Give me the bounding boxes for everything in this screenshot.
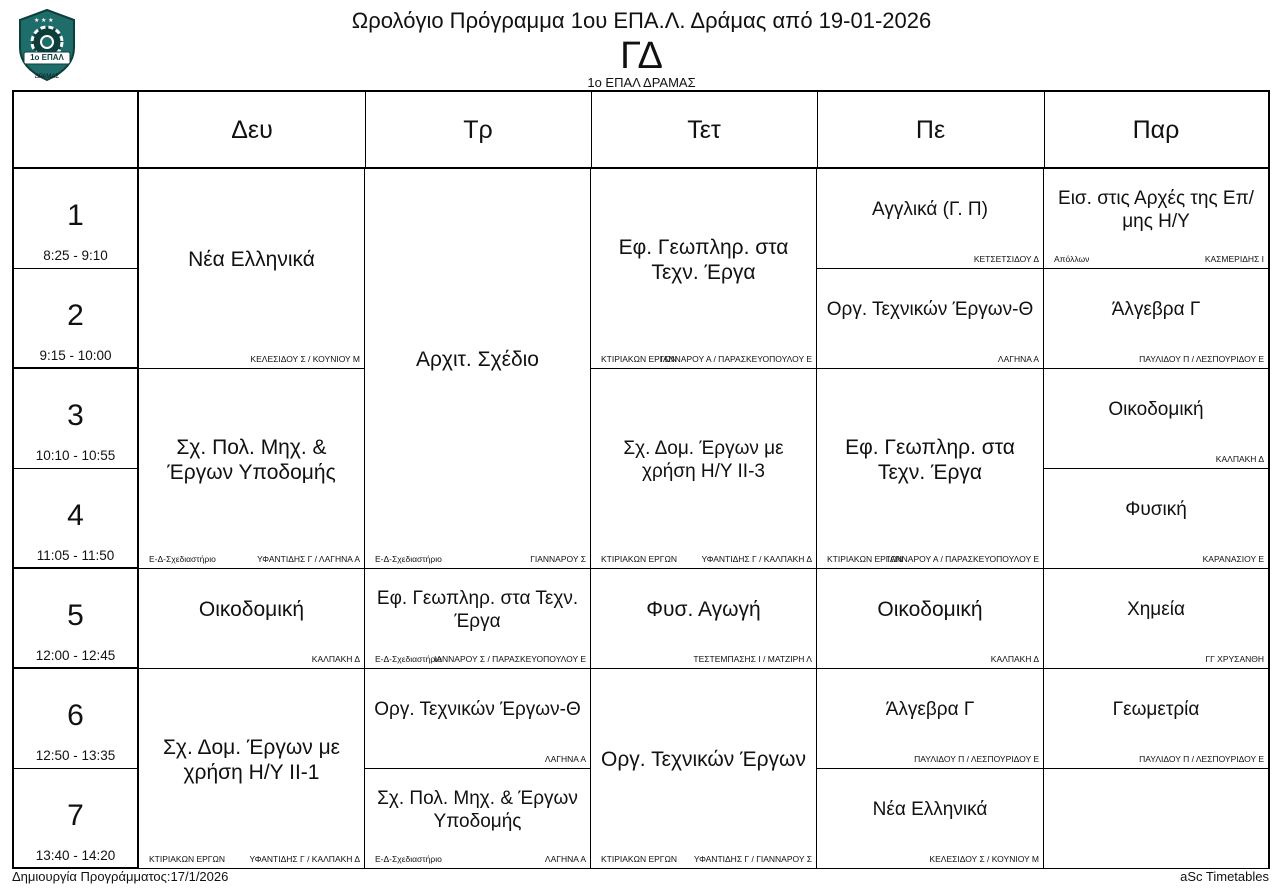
day-divider bbox=[1044, 92, 1045, 169]
lesson-subject: Σχ. Δομ. Έργων με χρήση Η/Υ ΙΙ-3 bbox=[623, 437, 784, 482]
page-title: Ωρολόγιο Πρόγραμμα 1ου ΕΠΑ.Λ. Δράμας από 19-01-2026 bbox=[351, 8, 932, 33]
logo-label: 1ο ΕΠΑΛ bbox=[30, 53, 64, 62]
period-number: 6 bbox=[67, 699, 84, 732]
lesson-cell[interactable] bbox=[1044, 369, 1268, 469]
lesson-subject: Εφ. Γεωπληρ. στα Τεχν. Έργα bbox=[618, 235, 789, 284]
period-divider bbox=[14, 567, 137, 569]
lesson-cell[interactable] bbox=[1044, 669, 1268, 769]
day-divider bbox=[817, 92, 818, 169]
lesson-subject: Οικοδομική bbox=[198, 598, 305, 621]
day-header: Παρ bbox=[1132, 116, 1180, 144]
lesson-teacher: ΥΦΑΝΤΙΔΗΣ Γ / ΚΑΛΠΑΚΗ Δ bbox=[249, 854, 360, 864]
lesson-room: ΚΤΙΡΙΑΚΩΝ ΕΡΓΩΝ bbox=[601, 554, 677, 564]
lesson-room: Ε-Δ-Σχεδιαστήριο bbox=[375, 654, 442, 664]
period-number: 2 bbox=[67, 299, 84, 332]
lesson-subject: Άλγεβρα Γ bbox=[885, 699, 975, 720]
lesson-subject: Νέα Ελληνικά bbox=[872, 799, 988, 820]
lesson-cell[interactable] bbox=[591, 669, 817, 869]
lesson-subject: Οργ. Τεχνικών Έργων bbox=[601, 748, 806, 771]
lesson-subject: Εισ. στις Αρχές της Επ/μης Η/Υ bbox=[1058, 187, 1254, 232]
lesson-teacher: ΠΑΥΛΙΔΟΥ Π / ΛΕΣΠΟΥΡΙΔΟΥ Ε bbox=[914, 754, 1039, 764]
lesson-room: ΚΤΙΡΙΑΚΩΝ ΕΡΓΩΝ bbox=[601, 854, 677, 864]
lesson-teacher: ΚΑΛΠΑΚΗ Δ bbox=[311, 654, 360, 664]
period-divider bbox=[14, 768, 137, 769]
lesson-cell[interactable] bbox=[1044, 269, 1268, 369]
lesson-cell[interactable] bbox=[139, 369, 365, 569]
lesson-subject: Σχ. Πολ. Μηχ. & Έργων Υποδομής bbox=[167, 435, 336, 484]
lesson-subject: Σχ. Δομ. Έργων με χρήση Η/Υ ΙΙ-1 bbox=[162, 735, 341, 784]
lesson-subject: Άλγεβρα Γ bbox=[1111, 299, 1201, 320]
lesson-cell[interactable] bbox=[1044, 469, 1268, 569]
creation-date: Δημιουργία Προγράμματος:17/1/2026 bbox=[12, 869, 229, 884]
lesson-subject: Αγγλικά (Γ. Π) bbox=[872, 199, 988, 220]
lesson-subject: Εφ. Γεωπληρ. στα Τεχν. Έργα bbox=[845, 435, 1015, 484]
period-time: 12:50 - 13:35 bbox=[35, 748, 116, 763]
lesson-teacher: ΚΑΣΜΕΡΙΔΗΣ Ι bbox=[1204, 254, 1264, 264]
lesson-teacher: ΥΦΑΝΤΙΔΗΣ Γ / ΓΙΑΝΝΑΡΟΥ Σ bbox=[693, 854, 812, 864]
lesson-teacher: ΚΑΛΠΑΚΗ Δ bbox=[1215, 454, 1264, 464]
lesson-cell[interactable] bbox=[365, 169, 591, 569]
period-time: 9:15 - 10:00 bbox=[39, 348, 112, 363]
lesson-teacher: ΚΕΛΕΣΙΔΟΥ Σ / ΚΟΥΝΙΟΥ Μ bbox=[929, 854, 1039, 864]
lesson-room: Απόλλων bbox=[1054, 254, 1090, 264]
lesson-teacher: ΓΓ ΧΡΥΣΑΝΘΗ bbox=[1205, 654, 1264, 664]
day-divider bbox=[591, 92, 592, 169]
lesson-teacher: ΙΑΝΝΑΡΟΥ Σ / ΠΑΡΑΣΚΕΥΟΠΟΥΛΟΥ Ε bbox=[433, 654, 586, 664]
lesson-room: Ε-Δ-Σχεδιαστήριο bbox=[375, 554, 442, 564]
timetable-grid bbox=[12, 90, 1270, 869]
lesson-subject: Οργ. Τεχνικών Έργων-Θ bbox=[374, 699, 581, 720]
empty-cell bbox=[1044, 769, 1268, 869]
lesson-room: Ε-Δ-Σχεδιαστήριο bbox=[149, 554, 216, 564]
lesson-cell[interactable] bbox=[817, 169, 1044, 269]
lesson-cell[interactable] bbox=[139, 169, 365, 369]
lesson-teacher: ΛΑΓΗΝΑ Α bbox=[544, 754, 586, 764]
lesson-subject: Φυσική bbox=[1125, 499, 1187, 520]
lesson-teacher: ΥΦΑΝΤΙΔΗΣ Γ / ΛΑΓΗΝΑ Α bbox=[257, 554, 360, 564]
lesson-cell[interactable] bbox=[817, 269, 1044, 369]
lesson-room: ΚΤΙΡΙΑΚΩΝ ΕΡΓΩΝ bbox=[601, 354, 677, 364]
lesson-subject: Φυσ. Αγωγή bbox=[646, 598, 761, 621]
day-header: Δευ bbox=[231, 116, 273, 144]
logo-caption: ΔΡΑΜΑΣ bbox=[34, 74, 60, 80]
day-header: Τρ bbox=[463, 116, 493, 144]
lesson-teacher: ΓΙΑΝΝΑΡΟΥ Σ bbox=[530, 554, 586, 564]
lesson-teacher: ΚΕΛΕΣΙΔΟΥ Σ / ΚΟΥΝΙΟΥ Μ bbox=[250, 354, 360, 364]
lesson-cell[interactable] bbox=[139, 569, 365, 669]
period-divider bbox=[14, 667, 137, 669]
lesson-teacher: ΠΑΥΛΙΔΟΥ Π / ΛΕΣΠΟΥΡΙΔΟΥ Ε bbox=[1139, 754, 1264, 764]
lesson-cell[interactable] bbox=[365, 769, 591, 869]
lesson-teacher: ΠΑΥΛΙΔΟΥ Π / ΛΕΣΠΟΥΡΙΔΟΥ Ε bbox=[1139, 354, 1264, 364]
period-divider bbox=[14, 468, 137, 469]
lesson-cell[interactable] bbox=[365, 569, 591, 669]
period-time: 10:10 - 10:55 bbox=[35, 448, 116, 463]
lesson-subject: Οικοδομική bbox=[1108, 399, 1204, 420]
period-divider bbox=[14, 268, 137, 269]
lesson-cell[interactable] bbox=[817, 769, 1044, 869]
lesson-cell[interactable] bbox=[139, 669, 365, 869]
lesson-subject: Γεωμετρία bbox=[1112, 699, 1200, 720]
lesson-room: ΚΤΙΡΙΑΚΩΝ ΕΡΓΩΝ bbox=[827, 554, 903, 564]
lesson-teacher: ΙΑΝΝΑΡΟΥ Α / ΠΑΡΑΣΚΕΥΟΠΟΥΛΟΥ Ε bbox=[887, 554, 1039, 564]
software-brand: aSc Timetables bbox=[1180, 869, 1269, 884]
period-number: 5 bbox=[67, 599, 84, 632]
lesson-teacher: ΚΕΤΣΕΤΣΙΔΟΥ Δ bbox=[973, 254, 1039, 264]
lesson-teacher: ΤΕΣΤΕΜΠΑΣΗΣ Ι / ΜΑΤΖΙΡΗ Λ bbox=[693, 654, 812, 664]
lesson-room: ΚΤΙΡΙΑΚΩΝ ΕΡΓΩΝ bbox=[149, 854, 225, 864]
day-header: Τετ bbox=[687, 116, 721, 144]
lesson-cell[interactable] bbox=[817, 569, 1044, 669]
svg-text:★ ★ ★: ★ ★ ★ bbox=[34, 18, 54, 24]
lesson-subject: Οργ. Τεχνικών Έργων-Θ bbox=[826, 299, 1034, 320]
lesson-room: Ε-Δ-Σχεδιαστήριο bbox=[375, 854, 442, 864]
lesson-subject: Εφ. Γεωπληρ. στα Τεχν. Έργα bbox=[376, 587, 579, 632]
lesson-subject: Χημεία bbox=[1127, 599, 1185, 620]
lesson-teacher: ΚΑΛΠΑΚΗ Δ bbox=[990, 654, 1039, 664]
lesson-teacher: ΛΑΓΗΝΑ Α bbox=[544, 854, 586, 864]
period-divider bbox=[14, 367, 137, 369]
period-time: 8:25 - 9:10 bbox=[43, 248, 108, 263]
period-number: 4 bbox=[67, 499, 84, 532]
lesson-teacher: ΛΑΓΗΝΑ Α bbox=[997, 354, 1039, 364]
lesson-subject: Οικοδομική bbox=[877, 598, 983, 621]
day-header: Πε bbox=[915, 116, 946, 144]
period-number: 7 bbox=[67, 799, 84, 832]
period-number: 3 bbox=[67, 399, 84, 432]
lesson-teacher: ΥΦΑΝΤΙΔΗΣ Γ / ΚΑΛΠΑΚΗ Δ bbox=[701, 554, 812, 564]
lesson-cell[interactable] bbox=[1044, 569, 1268, 669]
lesson-cell[interactable] bbox=[817, 369, 1044, 569]
period-time: 12:00 - 12:45 bbox=[35, 648, 116, 663]
class-name: ΓΔ bbox=[620, 35, 663, 77]
lesson-cell[interactable] bbox=[591, 569, 817, 669]
lesson-subject: Νέα Ελληνικά bbox=[188, 248, 315, 271]
lesson-teacher: ΙΑΝΝΑΡΟΥ Α / ΠΑΡΑΣΚΕΥΟΠΟΥΛΟΥ Ε bbox=[660, 354, 812, 364]
lesson-cell[interactable] bbox=[817, 669, 1044, 769]
lesson-cell[interactable] bbox=[365, 669, 591, 769]
lesson-subject: Αρχιτ. Σχέδιο bbox=[415, 348, 539, 371]
period-number: 1 bbox=[67, 199, 84, 232]
period-time: 11:05 - 11:50 bbox=[36, 548, 115, 563]
lesson-cell[interactable] bbox=[591, 169, 817, 369]
lesson-cell[interactable] bbox=[591, 369, 817, 569]
school-name: 1ο ΕΠΑΛ ΔΡΑΜΑΣ bbox=[587, 75, 696, 90]
period-time: 13:40 - 14:20 bbox=[35, 848, 116, 863]
lesson-subject: Σχ. Πολ. Μηχ. & Έργων Υποδομής bbox=[377, 787, 578, 832]
lesson-teacher: ΚΑΡΑΝΑΣΙΟΥ Ε bbox=[1202, 554, 1264, 564]
lesson-cell[interactable] bbox=[1044, 169, 1268, 269]
day-divider bbox=[365, 92, 366, 169]
